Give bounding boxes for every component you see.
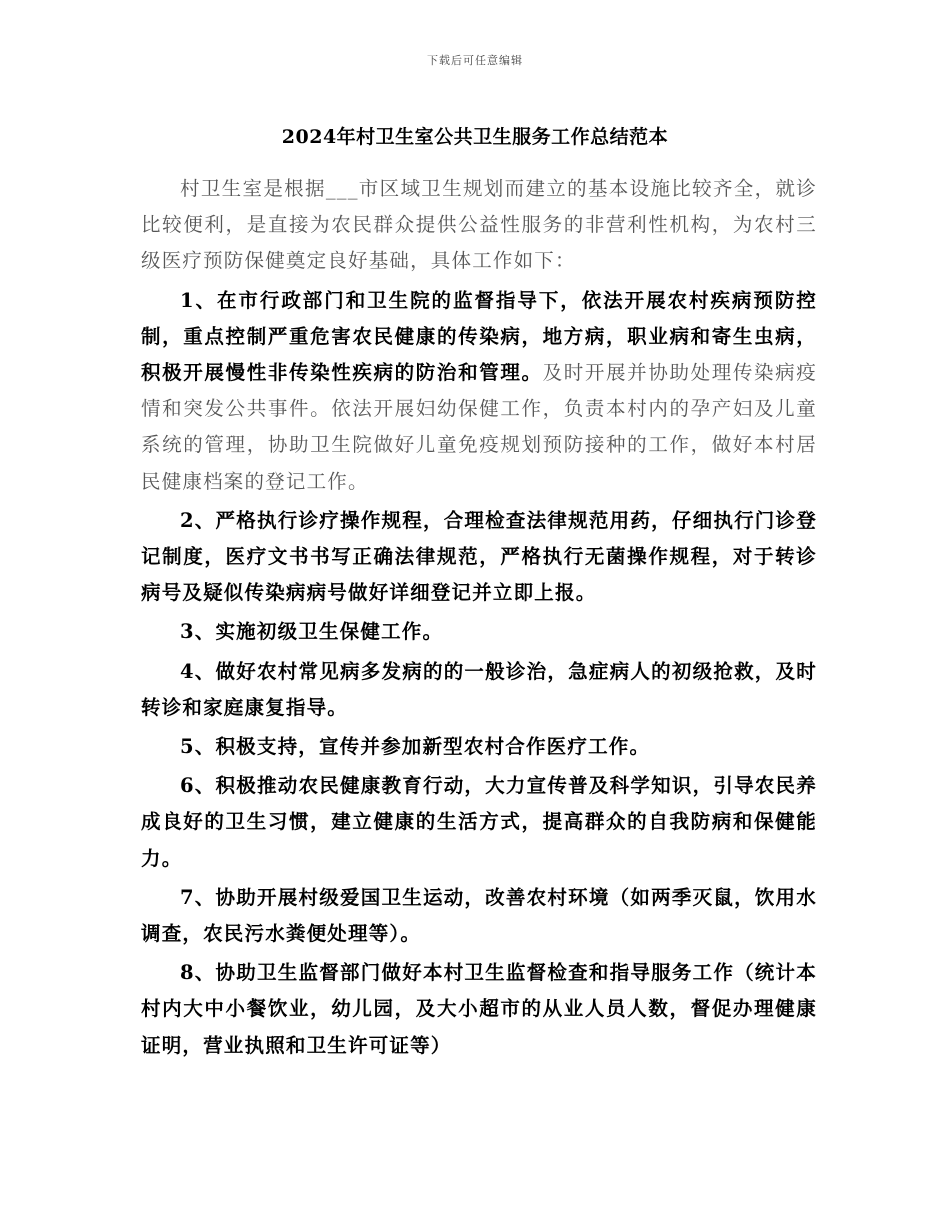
item-2-paragraph: 2、严格执行诊疗操作规程，合理检查法律规范用药，仔细执行门诊登记制度，医疗文书书写正确法律规范，严格执行无菌操作规程，对于转诊病号及疑似传染病病号做好详细登记并立即上报。: [141, 508, 817, 605]
item-7-paragraph: 7、协助开展村级爱国卫生运动，改善农村环境（如两季灭鼠，饮用水调查，农民污水粪便处理等）。: [141, 885, 817, 946]
item-8-paragraph: 8、协助卫生监督部门做好本村卫生监督检查和指导服务工作（统计本村内大中小餐饮业，幼儿园，及大小超市的从业人员人数，督促办理健康证明，营业执照和卫生许可证等）: [141, 961, 817, 1057]
item-5-paragraph: 5、积极支持，宣传并参加新型农村合作医疗工作。: [180, 735, 651, 759]
item-4-paragraph: 4、做好农村常见病多发病的的一般诊治，急症病人的初级抢救，及时转诊和家庭康复指导。: [141, 659, 817, 719]
document-body: [141, 171, 817, 1067]
item-6-paragraph: 6、积极推动农民健康教育行动，大力宣传普及科学知识，引导农民养成良好的卫生习惯，建立健康的生活方式，提高群众的自我防病和保健能力。: [141, 774, 817, 870]
item-3-paragraph: 3、实施初级卫生保健工作。: [180, 620, 444, 644]
document-title: 2024年村卫生室公共卫生服务工作总结范本: [281, 126, 669, 148]
item-1-paragraph: [141, 283, 817, 500]
intro-paragraph: 村卫生室是根据___市区域卫生规划而建立的基本设施比较齐全，就诊比较便利，是直接为农民群众提供公益性服务的非营利性机构，为农村三级医疗预防保健奠定良好基础，具体工作如下：: [141, 177, 817, 273]
item-1-normal-text: 及时开展并协助处理传染病疫情和突发公共事件。依法开展妇幼保健工作，负责本村内的孕产妇及儿童系统的管理，协助卫生院做好儿童免疫规划预防接种的工作，做好本村居民健康档案的登记工作。: [141, 361, 817, 493]
item-1-bold-text: 1、在市行政部门和卫生院的监督指导下，依法开展农村疾病预防控制，重点控制严重危害农民健康的传染病，地方病，职业病和寄生虫病，积极开展慢性非传染性疾病的防治和管理。: [141, 288, 817, 385]
header-note: 下载后可任意编辑: [427, 54, 523, 67]
